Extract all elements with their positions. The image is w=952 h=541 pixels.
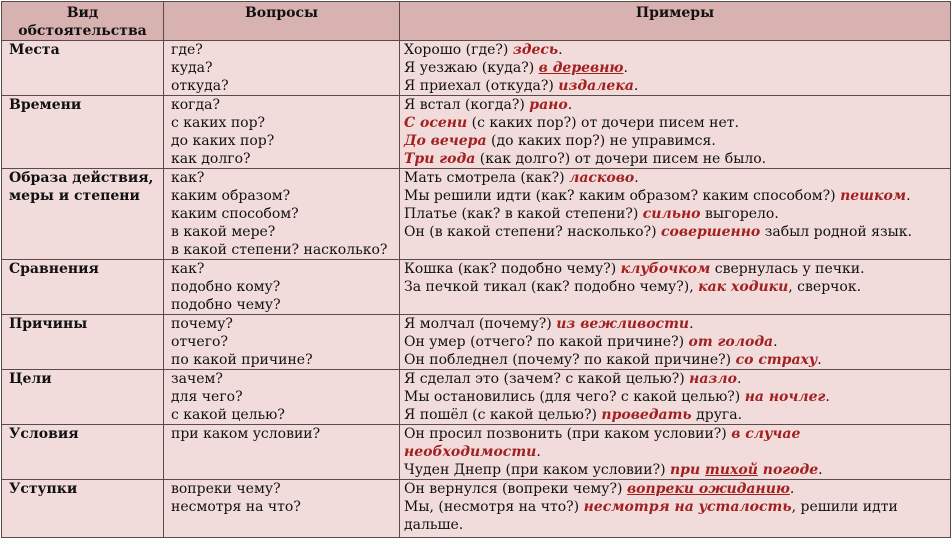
question-line: по какой причине? [171, 352, 313, 368]
example-text: . [633, 78, 639, 94]
example-text: Он побледнел (почему? по какой причине?) [404, 352, 736, 368]
questions-cell [164, 260, 400, 315]
highlighted-adverbial: здесь [512, 42, 559, 58]
table-row [2, 370, 951, 425]
table-row [2, 480, 951, 538]
example-text: Он (в какой степени? насколько?) [404, 224, 662, 240]
examples-cell [400, 370, 951, 425]
examples-cell [400, 260, 951, 315]
example-line [404, 480, 946, 498]
example-text: Мать смотрела (как?) [404, 170, 570, 186]
questions-cell [164, 169, 400, 260]
example-line [404, 187, 946, 205]
question-line: подобно чему? [171, 297, 281, 313]
example-text: . [623, 60, 628, 76]
example-line [404, 169, 946, 187]
example-line [404, 443, 946, 461]
adverbial-type: Сравнения [2, 260, 164, 315]
table-row [2, 96, 951, 169]
question-line: почему? [171, 316, 233, 332]
question-line: с какой целью? [171, 407, 285, 423]
highlighted-adverbial: на ночлег [744, 389, 826, 405]
adverbials-table [1, 1, 951, 538]
example-text: Платье (как? в какой степени?) [404, 206, 643, 222]
highlighted-adverbial: тихой [705, 462, 758, 478]
example-line [404, 461, 946, 479]
question-line: откуда? [171, 78, 229, 94]
example-text: . [906, 188, 911, 204]
adverbial-type: Причины [2, 315, 164, 370]
highlighted-adverbial: при [670, 462, 706, 478]
highlighted-adverbial: в случае [731, 426, 801, 442]
example-line [404, 114, 946, 132]
question-line: несмотря на что? [171, 499, 301, 515]
example-line [404, 260, 946, 278]
examples-cell [400, 480, 951, 538]
example-text: . [558, 42, 563, 58]
example-text: (с каких пор?) от дочери писем нет. [467, 115, 739, 131]
highlighted-adverbial: ласково [569, 170, 635, 186]
highlighted-adverbial: со страху [735, 352, 818, 368]
example-line [404, 41, 946, 59]
table-row [2, 169, 951, 260]
adverbial-type: Времени [2, 96, 164, 169]
example-text: . [736, 371, 742, 387]
highlighted-adverbial: погоде [757, 462, 819, 478]
example-text: . [818, 462, 823, 478]
example-text: . [773, 334, 778, 350]
example-text: друга. [691, 407, 743, 423]
example-text: Я уезжаю (куда?) [404, 60, 539, 76]
question-line: в какой мере? [171, 224, 276, 240]
example-text: Мы решили идти (как? каким образом? каким способом?) [404, 188, 841, 204]
example-text: . [536, 444, 541, 460]
questions-cell [164, 41, 400, 96]
example-text: забыл родной язык. [760, 224, 912, 240]
example-line [404, 333, 946, 351]
question-line: в какой степени? насколько? [171, 242, 388, 258]
questions-cell [164, 315, 400, 370]
example-text: . [689, 316, 694, 332]
example-text: Кошка (как? подобно чему?) [404, 261, 621, 277]
questions-cell [164, 480, 400, 538]
header-questions: Вопросы [164, 2, 400, 41]
examples-cell [400, 41, 951, 96]
question-line: при каком условии? [171, 426, 321, 442]
example-line [404, 77, 946, 95]
question-line: каким способом? [171, 206, 299, 222]
highlighted-adverbial: проведать [601, 407, 692, 423]
highlighted-adverbial: из вежливости [556, 316, 690, 332]
question-line: для чего? [171, 389, 243, 405]
example-text: Я пошёл (с какой целью?) [404, 407, 602, 423]
example-text: Он вернулся (вопреки чему?) [404, 481, 627, 497]
example-line [404, 223, 946, 241]
questions-cell [164, 425, 400, 480]
question-line: как? [171, 261, 205, 277]
highlighted-adverbial: необходимости [404, 444, 537, 460]
example-text: , сверчок. [788, 279, 862, 295]
example-text: . [789, 481, 795, 497]
examples-cell [400, 169, 951, 260]
example-text: . [567, 97, 573, 113]
highlighted-adverbial: как ходики [698, 279, 789, 295]
example-text: Мы, (несмотря на что?) [404, 499, 584, 515]
highlighted-adverbial: сильно [642, 206, 701, 222]
example-text: свернулась у печки. [710, 261, 865, 277]
highlighted-adverbial: Три года [404, 151, 476, 167]
question-line: до каких пор? [171, 133, 275, 149]
example-text: Он просил позвонить (при каком условии?) [404, 426, 732, 442]
question-line: каким образом? [171, 188, 291, 204]
example-text: (до каких пор?) не управимся. [486, 133, 716, 149]
example-text: Я приехал (откуда?) [404, 78, 559, 94]
question-line: когда? [171, 97, 220, 113]
example-line [404, 406, 946, 424]
highlighted-adverbial: в деревню [538, 60, 624, 76]
question-line: с каких пор? [171, 115, 266, 131]
example-line [404, 498, 946, 516]
highlighted-adverbial: совершенно [661, 224, 761, 240]
highlighted-adverbial: вопреки ожиданию [626, 481, 790, 497]
example-line [404, 351, 946, 369]
highlighted-adverbial: клубочком [620, 261, 711, 277]
examples-cell [400, 96, 951, 169]
example-line [404, 516, 946, 534]
adverbial-type: Места [2, 41, 164, 96]
example-text: (как долго?) от дочери писем не было. [475, 151, 767, 167]
table-row [2, 260, 951, 315]
examples-cell [400, 315, 951, 370]
example-line [404, 96, 946, 114]
example-text: , решили идти [791, 499, 898, 515]
highlighted-adverbial: До вечера [404, 133, 487, 149]
example-text: Я сделал это (зачем? с какой целью?) [404, 371, 690, 387]
example-line [404, 59, 946, 77]
example-text: Мы остановились (для чего? с какой целью?) [404, 389, 745, 405]
highlighted-adverbial: пешком [840, 188, 907, 204]
example-text: Он умер (отчего? по какой причине?) [404, 334, 689, 350]
example-line [404, 315, 946, 333]
example-text: Я встал (когда?) [404, 97, 530, 113]
question-line: зачем? [171, 371, 223, 387]
highlighted-adverbial: рано [529, 97, 568, 113]
example-text: . [825, 389, 830, 405]
example-text: Я молчал (почему?) [404, 316, 557, 332]
example-line [404, 425, 946, 443]
adverbial-type: Образа действия, меры и степени [2, 169, 164, 260]
highlighted-adverbial: назло [689, 371, 737, 387]
adverbial-type: Уступки [2, 480, 164, 538]
example-line [404, 205, 946, 223]
example-text: Хорошо (где?) [404, 42, 513, 58]
table-row [2, 41, 951, 96]
highlighted-adverbial: от голода [688, 334, 774, 350]
question-line: как долго? [171, 151, 251, 167]
highlighted-adverbial: несмотря на усталость [583, 499, 792, 515]
header-examples: Примеры [400, 2, 951, 41]
highlighted-adverbial: С осени [404, 115, 468, 131]
question-line: где? [171, 42, 203, 58]
questions-cell [164, 96, 400, 169]
header-type: Вид обстоятельства [2, 2, 164, 41]
question-line: отчего? [171, 334, 228, 350]
table-row [2, 425, 951, 480]
question-line: как? [171, 170, 205, 186]
adverbial-type: Цели [2, 370, 164, 425]
example-line [404, 132, 946, 150]
example-line [404, 370, 946, 388]
example-text: дальше. [404, 517, 464, 533]
example-text: . [817, 352, 822, 368]
question-line: куда? [171, 60, 213, 76]
example-line [404, 388, 946, 406]
example-text: . [634, 170, 639, 186]
header-row [2, 2, 951, 41]
question-line: вопреки чему? [171, 481, 281, 497]
examples-cell [400, 425, 951, 480]
example-line [404, 150, 946, 168]
adverbial-type: Условия [2, 425, 164, 480]
question-line: подобно кому? [171, 279, 281, 295]
table-row [2, 315, 951, 370]
example-text: выгорело. [700, 206, 779, 222]
highlighted-adverbial: издалека [558, 78, 634, 94]
example-line [404, 278, 946, 296]
example-text: Чуден Днепр (при каком условии?) [404, 462, 670, 478]
example-text: За печкой тикал (как? подобно чему?), [404, 279, 699, 295]
questions-cell [164, 370, 400, 425]
